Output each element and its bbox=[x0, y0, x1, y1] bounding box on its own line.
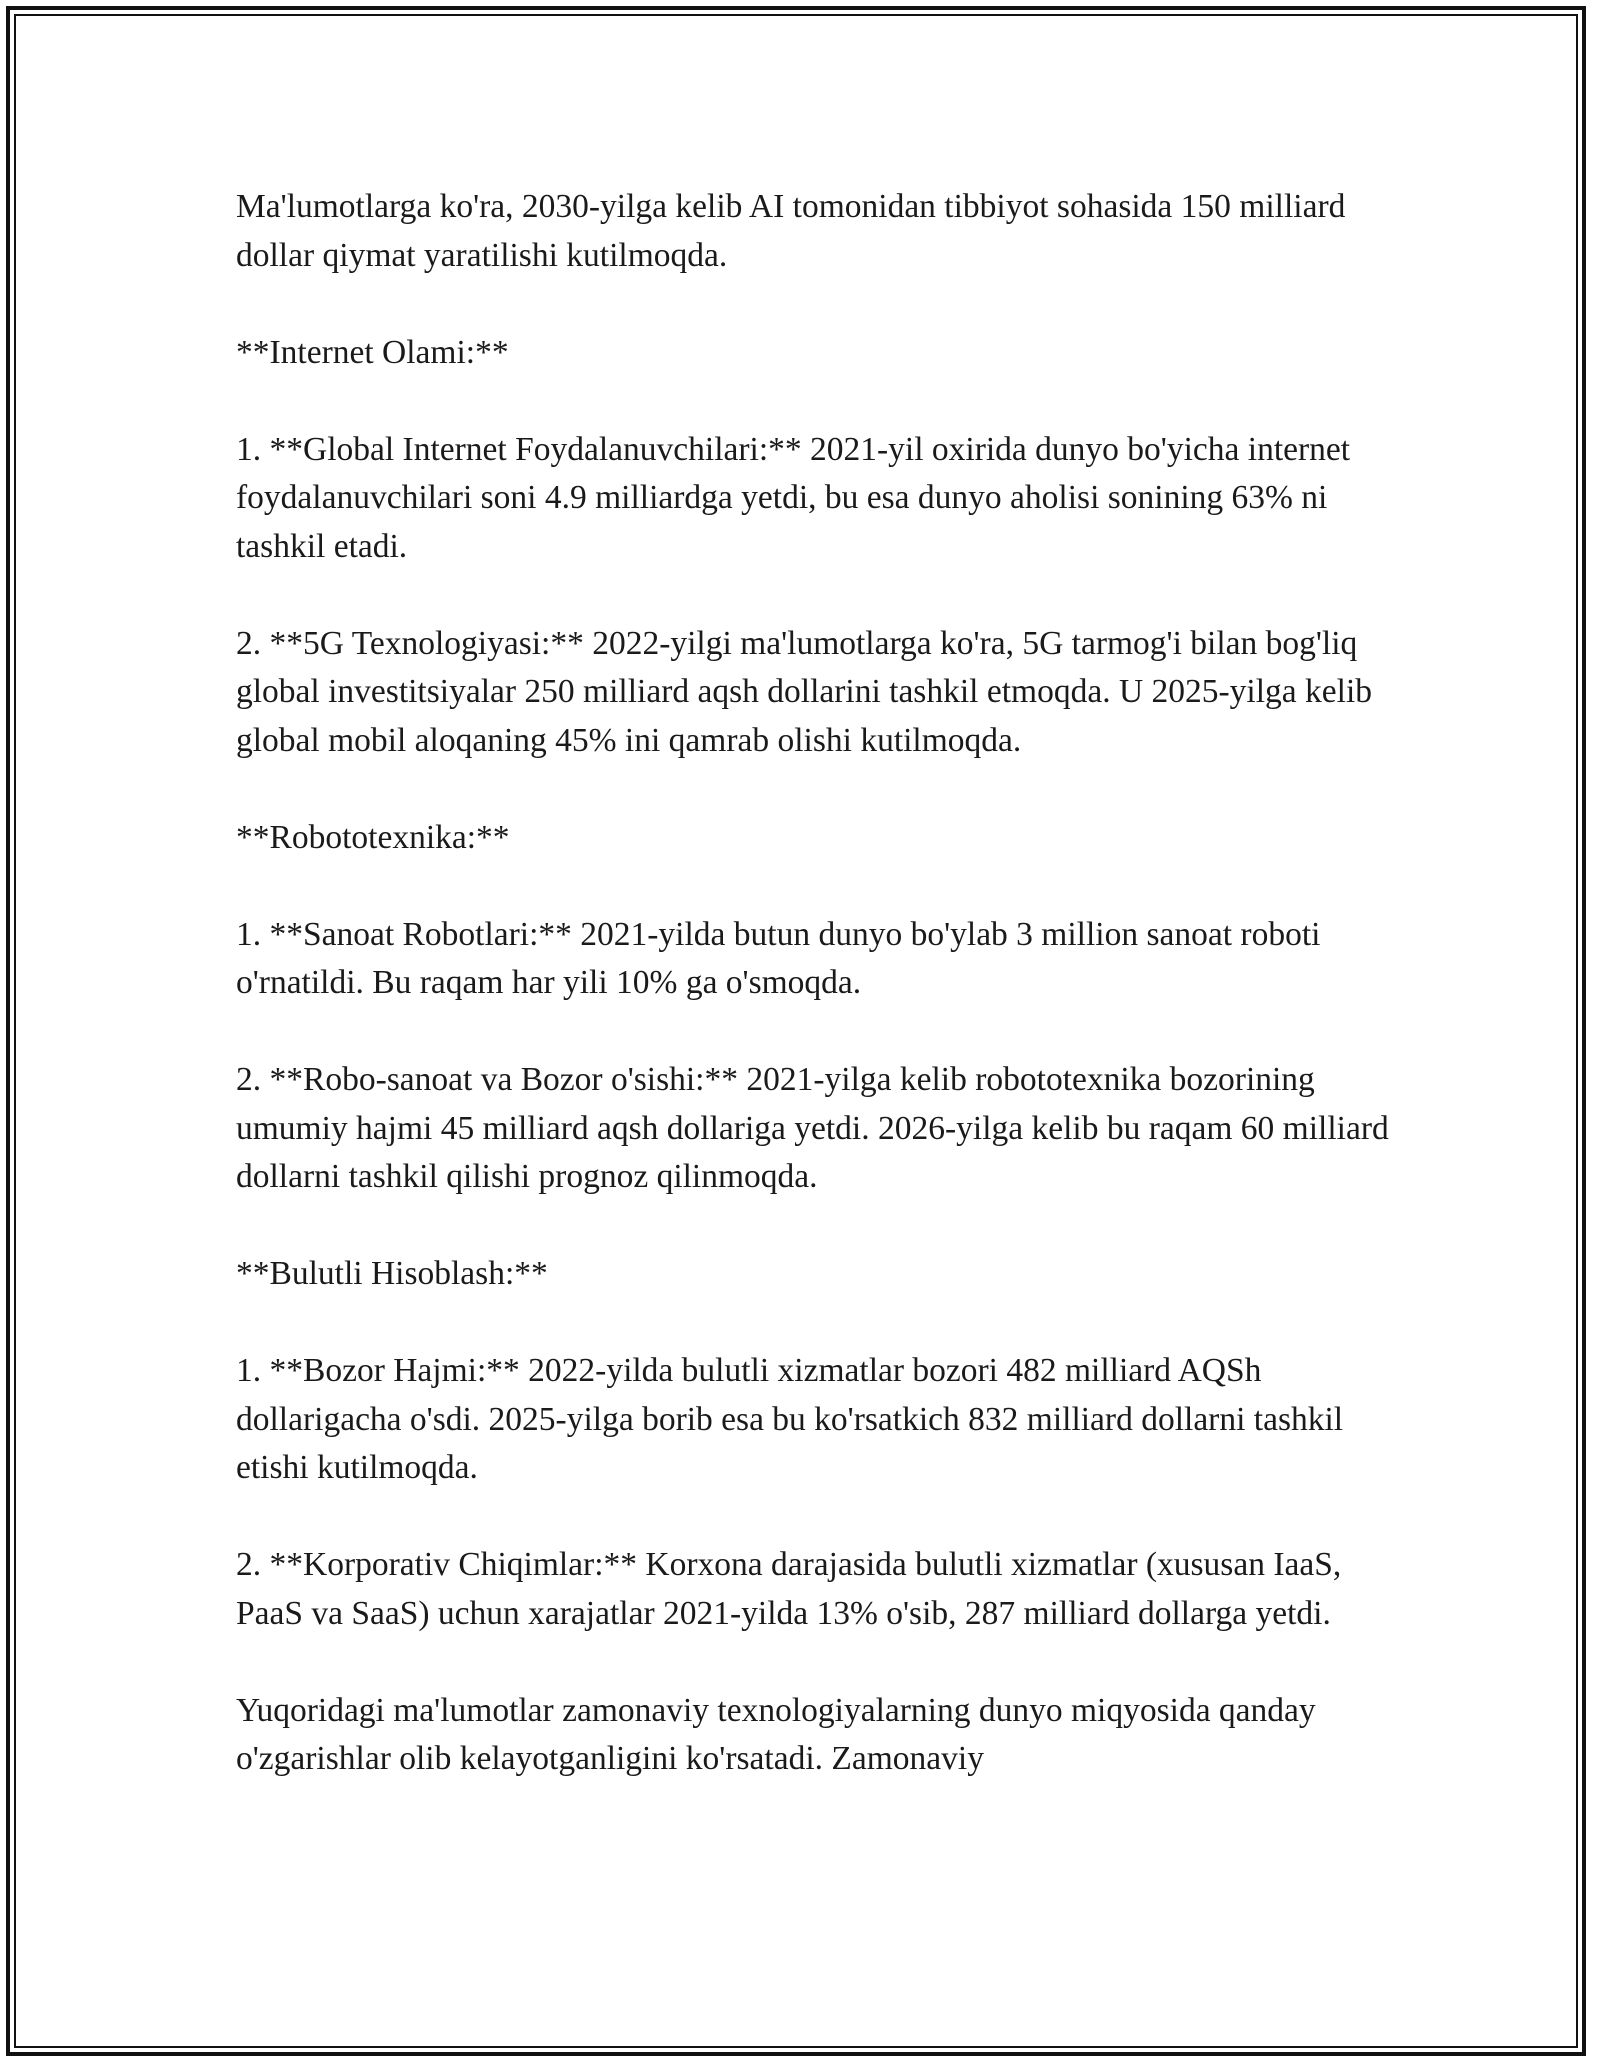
heading-robototexnika: **Robototexnika:** bbox=[236, 818, 510, 856]
heading-bulutli-hisoblash: **Bulutli Hisoblash:** bbox=[236, 1255, 548, 1292]
paragraph-intro: Ma'lumotlarga ko'ra, 2030-yilga kelib AI tomonidan tibbiyot sohasida 150 milliard dollar qiymat yaratilishi kutilmoqda. bbox=[236, 188, 1346, 274]
list-item-robot-2: 2. **Robo-sanoat va Bozor o'sishi:** 2021-yilga kelib robototexnika bozorining umumiy hajmi 45 milliard aqsh dollariga yetdi. 2026-yilga kelib bu raqam 60 milliard dollarni tashkil qilishi prognoz qilinmoqda. bbox=[236, 1061, 1389, 1195]
list-item-internet-2: 2. **5G Texnologiyasi:** 2022-yilgi ma'lumotlarga ko'ra, 5G tarmog'i bilan bog'liq global investitsiyalar 250 milliard aqsh dollarini tashkil etmoqda. U 2025-yilga kelib global mobil aloqaning 45% ini qamrab olishi kutilmoqda. bbox=[236, 624, 1373, 759]
list-item-cloud-2: 2. **Korporativ Chiqimlar:** Korxona darajasida bulutli xizmatlar (xususan IaaS, PaaS va SaaS) uchun xarajatlar 2021-yilda 13% o'sib, 287 milliard dollarga yetdi. bbox=[236, 1546, 1342, 1632]
list-item-internet-1: 1. **Global Internet Foydalanuvchilari:** 2021-yil oxirida dunyo bo'yicha internet foydalanuvchilari soni 4.9 milliardga yetdi, bu esa dunyo aholisi sonining 63% ni tashkil etadi. bbox=[236, 430, 1351, 565]
paragraph-conclusion: Yuqoridagi ma'lumotlar zamonaviy texnologiyalarning dunyo miqyosida qanday o'zgarishlar olib kelayotganligini ko'rsatadi. Zamonaviy bbox=[236, 1691, 1316, 1777]
heading-internet-olami: **Internet Olami:** bbox=[236, 333, 509, 371]
list-item-robot-1: 1. **Sanoat Robotlari:** 2021-yilda butun dunyo bo'ylab 3 million sanoat roboti o'rnatildi. Bu raqam har yili 10% ga o'smoqda. bbox=[236, 915, 1321, 1001]
list-item-cloud-1: 1. **Bozor Hajmi:** 2022-yilda bulutli xizmatlar bozori 482 milliard AQSh dollarigacha o'sdi. 2025-yilga borib esa bu ko'rsatkich 832 milliard dollarni tashkil etishi kutilmoqda. bbox=[236, 1352, 1344, 1486]
document-body bbox=[236, 183, 1406, 1784]
